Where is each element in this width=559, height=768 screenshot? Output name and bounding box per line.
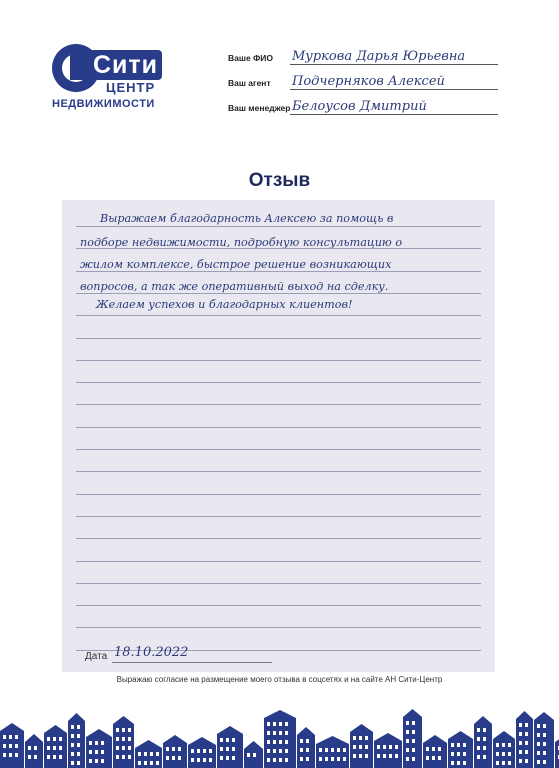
- ruled-line: [76, 338, 481, 339]
- skyline-house: [474, 716, 492, 768]
- agent-label: Ваш агент: [228, 78, 271, 88]
- skyline-house: [217, 726, 243, 768]
- manager-field[interactable]: [228, 95, 498, 115]
- skyline-house: [350, 724, 373, 768]
- skyline-house: [0, 723, 24, 768]
- skyline-house: [374, 733, 402, 768]
- manager-value: Белоусов Дмитрий: [292, 99, 427, 114]
- ruled-line: [76, 315, 481, 316]
- ruled-line: [76, 516, 481, 517]
- review-line: жилом комплексе, быстрое решение возникающих: [80, 258, 392, 271]
- company-logo: [52, 42, 162, 118]
- ruled-line: [76, 404, 481, 405]
- ruled-line: [76, 248, 481, 249]
- ruled-line: [76, 449, 481, 450]
- date-label: Дата: [85, 651, 108, 662]
- logo-word-siti: Сити: [70, 50, 162, 80]
- ruled-line: [76, 226, 481, 227]
- consent-text: Выражаю согласие на размещение моего отзыва в соцсетях и на сайте АН Сити-Центр: [116, 675, 443, 684]
- review-box[interactable]: [62, 200, 495, 672]
- logo-word-nedvizhimosti: НЕДВИЖИМОСТИ: [52, 98, 155, 110]
- date-value: 18.10.2022: [114, 645, 189, 660]
- review-line: Желаем успехов и благодарных клиентов!: [96, 298, 353, 311]
- ruled-line: [76, 605, 481, 606]
- skyline-house: [86, 729, 112, 768]
- skyline-house: [188, 737, 216, 768]
- skyline-house: [264, 710, 296, 768]
- agent-value: Подчерняков Алексей: [292, 74, 445, 89]
- ruled-line: [76, 360, 481, 361]
- fio-field[interactable]: [228, 45, 498, 65]
- fio-label: Ваше ФИО: [228, 53, 274, 63]
- skyline-house: [555, 734, 559, 768]
- agent-field[interactable]: [228, 70, 498, 90]
- skyline-house: [113, 716, 134, 768]
- ruled-line: [76, 538, 481, 539]
- skyline-house: [68, 713, 85, 768]
- skyline-house: [44, 725, 67, 768]
- skyline-house: [297, 727, 315, 768]
- review-line: подборе недвижимости, подробную консультацию о: [80, 236, 403, 249]
- skyline-house: [244, 741, 263, 768]
- skyline-house: [135, 740, 162, 768]
- skyline-house: [316, 736, 349, 768]
- skyline-house: [423, 735, 447, 768]
- ruled-line: [76, 271, 481, 272]
- ruled-line: [76, 293, 481, 294]
- ruled-line: [76, 427, 481, 428]
- logo-word-centr: ЦЕНТР: [106, 80, 156, 95]
- ruled-line: [76, 627, 481, 628]
- skyline-house: [163, 735, 187, 768]
- ruled-line: [76, 561, 481, 562]
- manager-label: Ваш менеджер: [228, 103, 291, 113]
- skyline-house: [493, 731, 515, 768]
- ruled-line: [76, 471, 481, 472]
- ruled-line: [76, 583, 481, 584]
- review-line: вопросов, а так же оперативный выход на сделку.: [80, 280, 389, 293]
- page-title: Отзыв: [248, 170, 311, 191]
- fio-value: Муркова Дарья Юрьевна: [292, 49, 466, 64]
- date-underline: [112, 662, 272, 663]
- skyline-house: [25, 734, 43, 768]
- ruled-line: [76, 382, 481, 383]
- city-skyline-decoration: [0, 696, 559, 768]
- skyline-house: [534, 712, 554, 768]
- skyline-house: [448, 731, 473, 768]
- skyline-house: [403, 709, 422, 768]
- review-line: Выражаем благодарность Алексею за помощь в: [100, 212, 394, 225]
- skyline-house: [516, 711, 533, 768]
- ruled-line: [76, 494, 481, 495]
